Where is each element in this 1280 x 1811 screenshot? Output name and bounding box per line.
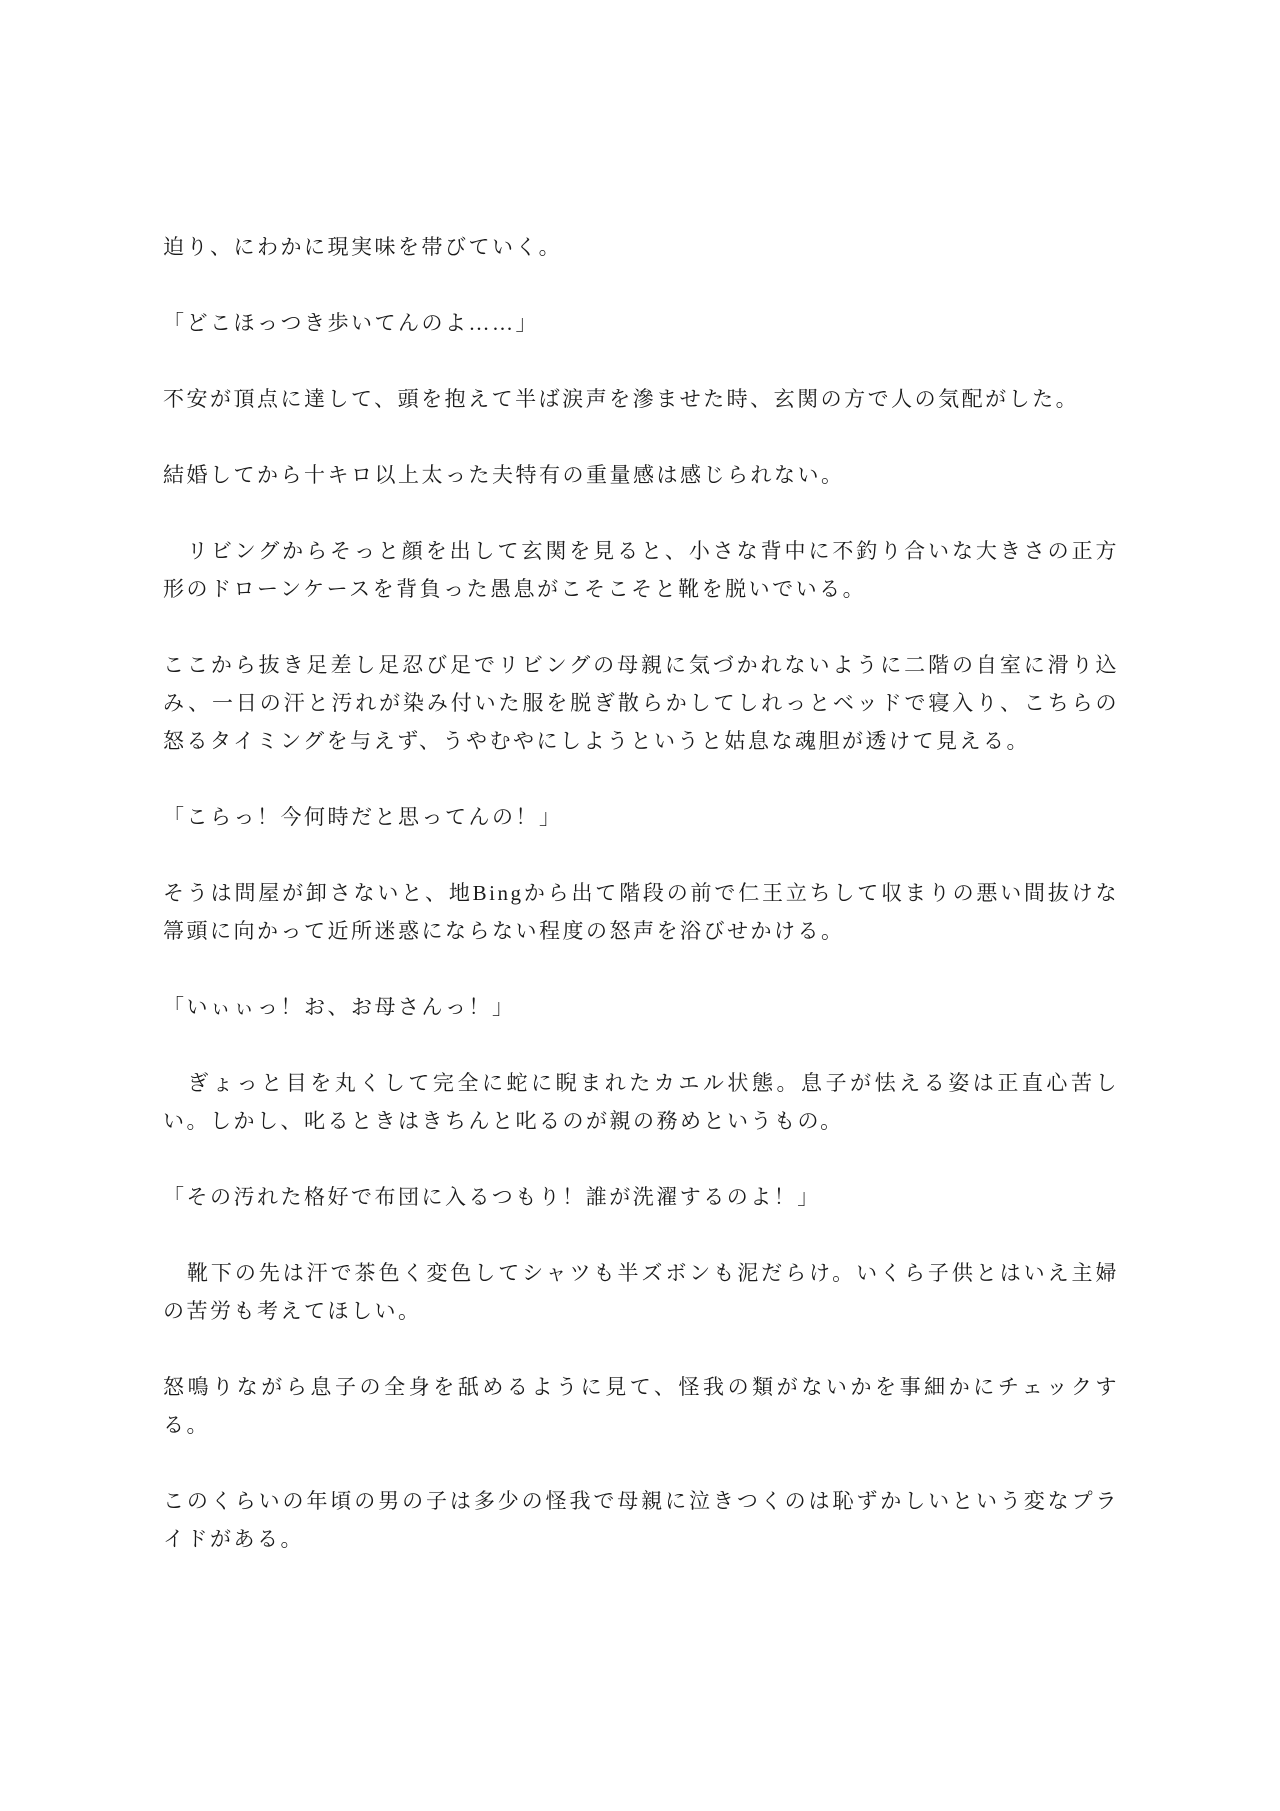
paragraph: ここから抜き足差し足忍び足でリビングの母親に気づかれないように二階の自室に滑り込み、一日の汗と汚れが染み付いた服を脱ぎ散らかしてしれっとベッドで寝入り、こちらの怒るタイミングを与えず、うやむやにしようというと姑息な魂胆が透けて見える。: [163, 653, 1119, 753]
paragraph: 結婚してから十キロ以上太った夫特有の重量感は感じられない。: [163, 463, 845, 487]
paragraph-dialogue: 「その汚れた格好で布団に入るつもり！誰が洗濯するのよ！」: [163, 1185, 821, 1209]
document-page: [163, 228, 1119, 1596]
paragraph: 靴下の先は汗で茶色く変色してシャツも半ズボンも泥だらけ。いくら子供とはいえ主婦の苦労も考えてほしい。: [163, 1261, 1119, 1323]
paragraph: そうは問屋が卸さないと、地Bingから出て階段の前で仁王立ちして収まりの悪い間抜けな箒頭に向かって近所迷惑にならない程度の怒声を浴びせかける。: [163, 881, 1119, 943]
paragraph-dialogue: 「いぃぃっ！お、お母さんっ！」: [163, 995, 516, 1019]
paragraph: 怒鳴りながら息子の全身を舐めるように見て、怪我の類がないかを事細かにチェックする。: [163, 1375, 1119, 1437]
paragraph: 迫り、にわかに現実味を帯びていく。: [163, 235, 563, 259]
paragraph: ぎょっと目を丸くして完全に蛇に睨まれたカエル状態。息子が怯える姿は正直心苦しい。しかし、叱るときはきちんと叱るのが親の務めというもの。: [163, 1071, 1119, 1133]
paragraph: 不安が頂点に達して、頭を抱えて半ば涙声を滲ませた時、玄関の方で人の気配がした。: [163, 387, 1080, 411]
paragraph: リビングからそっと顔を出して玄関を見ると、小さな背中に不釣り合いな大きさの正方形のドローンケースを背負った愚息がこそこそと靴を脱いでいる。: [163, 539, 1119, 601]
paragraph-dialogue: 「どこほっつき歩いてんのよ……」: [163, 311, 539, 335]
paragraph-dialogue: 「こらっ！今何時だと思ってんの！」: [163, 805, 563, 829]
paragraph: このくらいの年頃の男の子は多少の怪我で母親に泣きつくのは恥ずかしいという変なプライドがある。: [163, 1489, 1119, 1551]
